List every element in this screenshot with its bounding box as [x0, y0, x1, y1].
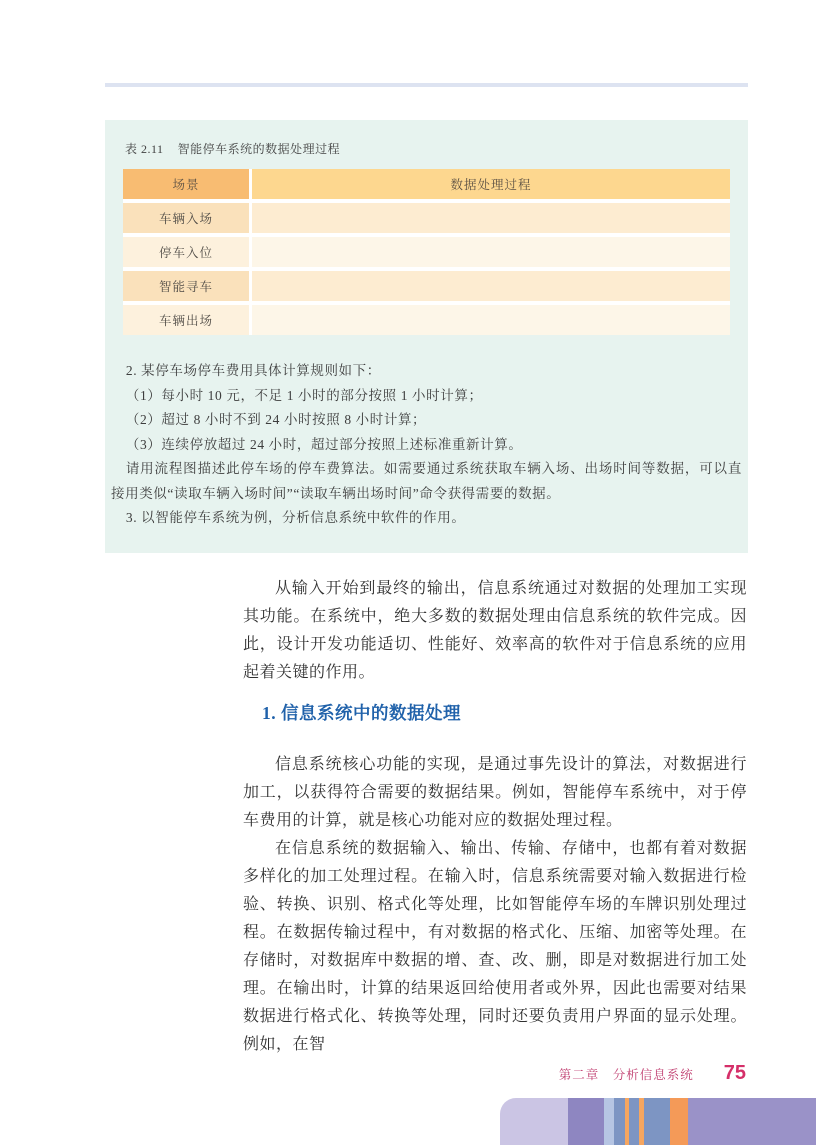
- process-cell-blank: [252, 237, 730, 267]
- scene-cell: 车辆入场: [123, 203, 249, 233]
- page-number: 75: [723, 1062, 746, 1084]
- decor-stripe: [670, 1098, 688, 1145]
- table-caption-title: 智能停车系统的数据处理过程: [177, 142, 341, 156]
- decor-stripe: [688, 1098, 816, 1145]
- question-2-item: （2）超过 8 小时不到 24 小时按照 8 小时计算；: [125, 412, 427, 427]
- table-header-process: 数据处理过程: [252, 169, 730, 199]
- body-paragraph-3: 在信息系统的数据输入、输出、传输、存储中，也都有着对数据多样化的加工处理过程。在输入时，信息系统需要对输入数据进行检验、转换、识别、格式化等处理，比如智能停车场的车牌识别处理过程。在数据传输过程中，有对数据的格式化、压缩、加密等处理。在存储时，对数据库中数据的增、查、改、删，即是对数据进行加工处理。在输出时，计算的结果返回给使用者或外界，因此也需要对结果数据进行格式化、转换等处理，同时还要负责用户界面的显示处理。例如，在智: [243, 840, 747, 1053]
- body-paragraph-1: 从输入开始到最终的输出，信息系统通过对数据的处理加工实现其功能。在系统中，绝大多数的数据处理由信息系统的软件完成。因此，设计开发功能适切、性能好、效率高的软件对于信息系统的应用起着关键的作用。: [243, 580, 747, 681]
- table-row: [123, 203, 730, 233]
- data-process-table: [123, 169, 730, 335]
- decor-stripe: [644, 1098, 670, 1145]
- scene-cell: 停车入位: [123, 237, 249, 267]
- activity-panel: [105, 120, 748, 553]
- exercise-questions: [111, 359, 742, 531]
- body-paragraph-2: 信息系统核心功能的实现，是通过事先设计的算法，对数据进行加工，以获得符合需要的数据结果。例如，智能停车系统中，对于停车费用的计算，就是核心功能对应的数据处理过程。: [243, 756, 747, 829]
- table-header-row: [123, 169, 730, 199]
- table-row: [123, 271, 730, 301]
- decor-stripe: [604, 1098, 614, 1145]
- main-text-column: [243, 575, 747, 1059]
- top-divider-rule: [105, 83, 748, 87]
- process-cell-blank: [252, 271, 730, 301]
- table-header-scene: 场景: [123, 169, 249, 199]
- question-2-item: （1）每小时 10 元，不足 1 小时的部分按照 1 小时计算；: [125, 387, 483, 403]
- decor-stripe: [568, 1098, 604, 1145]
- question-3: 3. 以智能停车系统为例，分析信息系统中软件的作用。: [125, 510, 466, 525]
- table-row: [123, 237, 730, 267]
- bottom-decorative-bar: [500, 1098, 816, 1145]
- page-footer: [559, 1062, 746, 1085]
- scene-cell: 车辆出场: [123, 305, 249, 335]
- question-2-lead: 2. 某停车场停车费用具体计算规则如下：: [125, 363, 381, 378]
- scene-cell: 智能寻车: [123, 271, 249, 301]
- question-2-note: 请用流程图描述此停车场的停车费算法。如需要通过系统获取车辆入场、出场时间等数据，可以直接用类似“读取车辆入场时间”“读取车辆出场时间”命令获得需要的数据。: [111, 461, 742, 501]
- section-heading-data-processing: 1. 信息系统中的数据处理: [262, 703, 461, 723]
- process-cell-blank: [252, 305, 730, 335]
- decor-stripe: [500, 1098, 568, 1145]
- table-caption-number: 表 2.11: [125, 142, 164, 156]
- decor-stripe: [614, 1098, 625, 1145]
- table-caption: [125, 140, 748, 157]
- footer-chapter-title: 第二章 分析信息系统: [558, 1068, 694, 1082]
- process-cell-blank: [252, 203, 730, 233]
- table-row: [123, 305, 730, 335]
- decor-stripe: [629, 1098, 639, 1145]
- question-2-item: （3）连续停放超过 24 小时，超过部分按照上述标准重新计算。: [125, 436, 523, 452]
